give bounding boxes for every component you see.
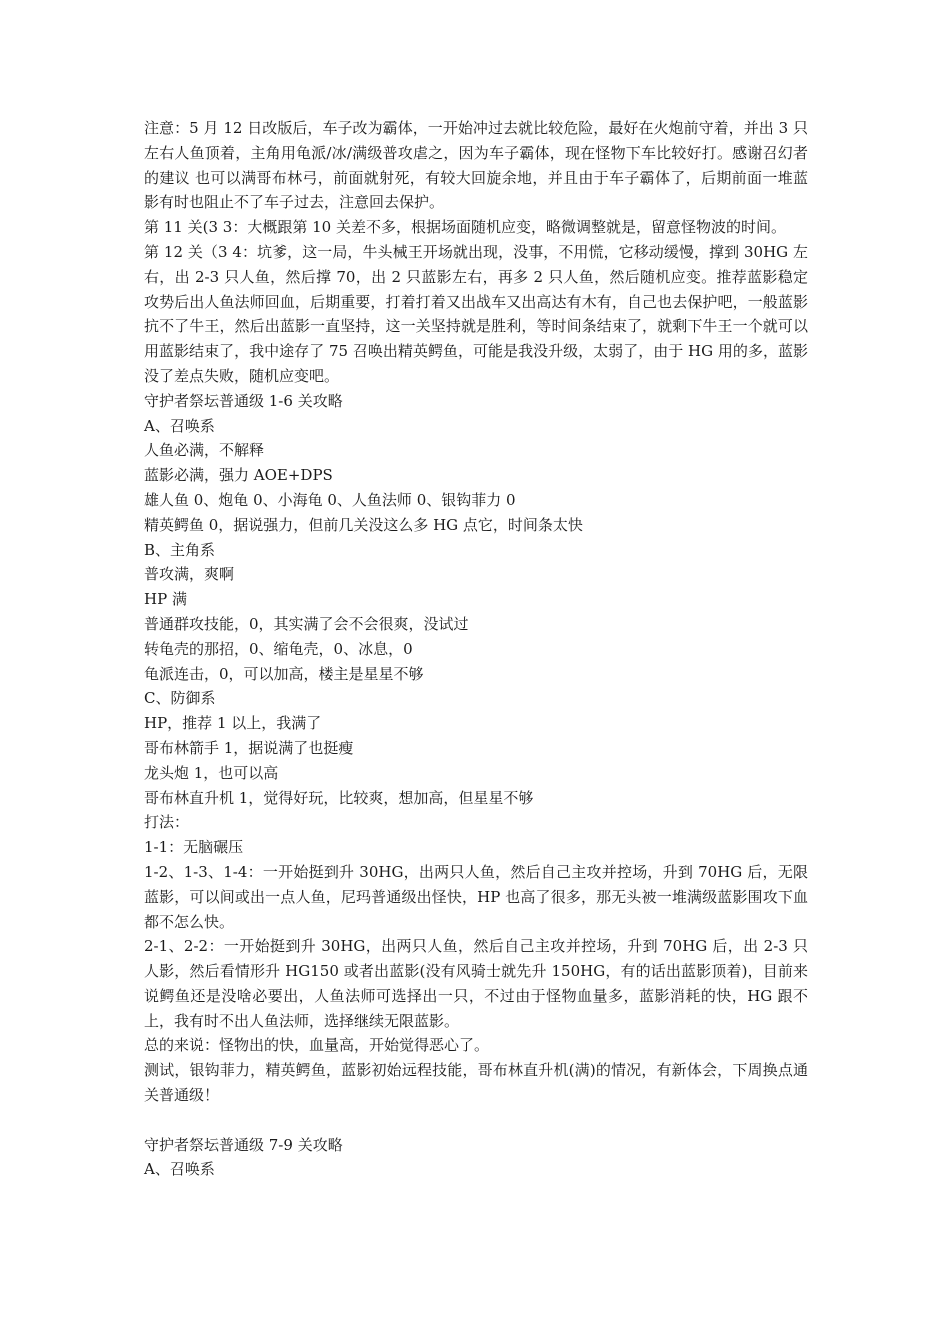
strategy-item: 2-1、2-2：一开始挺到升 30HG，出两只人鱼，然后自己主攻并控场，升到 70HG 后，出 2-3 只人影，然后看情形升 HG150 或者出蓝影(没有风骑士就先升 150HG，有的话出蓝影顶着)，目前来说鳄鱼还是没啥必要出，人鱼法师可选择出一只，不过由于怪物血量多，蓝影消耗的快，HG 跟不上，我有时不出人鱼法师，选择继续无限蓝影。 [144,937,808,1030]
summary-paragraph: 总的来说：怪物出的快，血量高，开始觉得恶心了。 [144,1036,490,1055]
strategy-item: 1-1：无脑碾压 [144,838,244,857]
testing-paragraph: 测试，银钩菲力，精英鳄鱼，蓝影初始远程技能，哥布林直升机(满)的情况，有新体会，下周换点通关普通级！ [144,1061,808,1105]
list-item: 转龟壳的那招，0、缩龟壳，0、冰息，0 [144,639,413,658]
section-heading-1-6: 守护者祭坛普通级 1-6 关攻略 [144,391,343,410]
list-item: 蓝影必满，强力 AOE+DPS [144,466,333,485]
strategy-item: 1-2、1-3、1-4：一开始挺到升 30HG，出两只人鱼，然后自己主攻并控场，升到 70HG 后，无限蓝影，可以间或出一点人鱼，尼玛普通级出怪快，HP 也高了很多，那无头被一堆满级蓝影围攻下血都不怎么快。 [144,862,808,931]
blank-line [144,1108,808,1133]
paragraph-level-11: 第 11 关(3 3：大概跟第 10 关差不多，根据场面随机应变，略微调整就是，留意怪物波的时间。 [144,218,786,237]
subheading-defense: C、防御系 [144,689,216,708]
list-item: 哥布林箭手 1，据说满了也挺瘦 [144,738,354,757]
list-item: 精英鳄鱼 0，据说强力，但前几关没这么多 HG 点它，时间条太快 [144,515,583,534]
list-item: 哥布林直升机 1，觉得好玩，比较爽，想加高，但星星不够 [144,788,534,807]
section-heading-7-9: 守护者祭坛普通级 7-9 关攻略 [144,1135,343,1154]
list-item: 普攻满，爽啊 [144,565,235,584]
subheading-hero: B、主角系 [144,540,216,559]
paragraph-level-12: 第 12 关（3 4：坑爹，这一局，牛头械王开场就出现，没事，不用慌，它移动缓慢，撑到 30HG 左右，出 2-3 只人鱼，然后撑 70，出 2 只蓝影左右，再多 2 只人鱼，然后随机应变。推荐蓝影稳定攻势后出人鱼法师回血，后期重要，打着打着又出战车又出高达有木有，自己也去保护吧，一般蓝影抗不了牛王，然后出蓝影一直坚持，这一关坚持就是胜利，等时间条结束了，就剩下牛王一个就可以用蓝影结束了，我中途存了 75 召唤出精英鳄鱼，可能是我没升级，太弱了，由于 HG 用的多，蓝影没了差点失败，随机应变吧。 [144,242,808,385]
paragraph-note: 注意：5 月 12 日改版后，车子改为霸体，一开始冲过去就比较危险，最好在火炮前守着，并出 3 只左右人鱼顶着，主角用龟派/冰/满级普攻虐之，因为车子霸体，现在怪物下车比较好打。感谢召幻者的建议 也可以满哥布林弓，前面就射死，有较大回旋余地，并且由于车子霸体了，后期前面一堆蓝影有时也阻止不了车子过去，注意回去保护。 [144,119,808,212]
list-item: HP，推荐 1 以上，我满了 [144,714,322,733]
subheading-strategy: 打法： [144,813,190,832]
subheading-summon-2: A、召唤系 [144,1160,215,1179]
list-item: HP 满 [144,590,187,609]
list-item: 龟派连击，0，可以加高，楼主是星星不够 [144,664,424,683]
list-item: 雄人鱼 0、炮龟 0、小海龟 0、人鱼法师 0、银钩菲力 0 [144,490,516,509]
subheading-summon: A、召唤系 [144,416,215,435]
list-item: 普通群攻技能，0，其实满了会不会很爽，没试过 [144,614,469,633]
list-item: 人鱼必满，不解释 [144,441,265,460]
document-body [144,116,808,1182]
list-item: 龙头炮 1，也可以高 [144,763,279,782]
